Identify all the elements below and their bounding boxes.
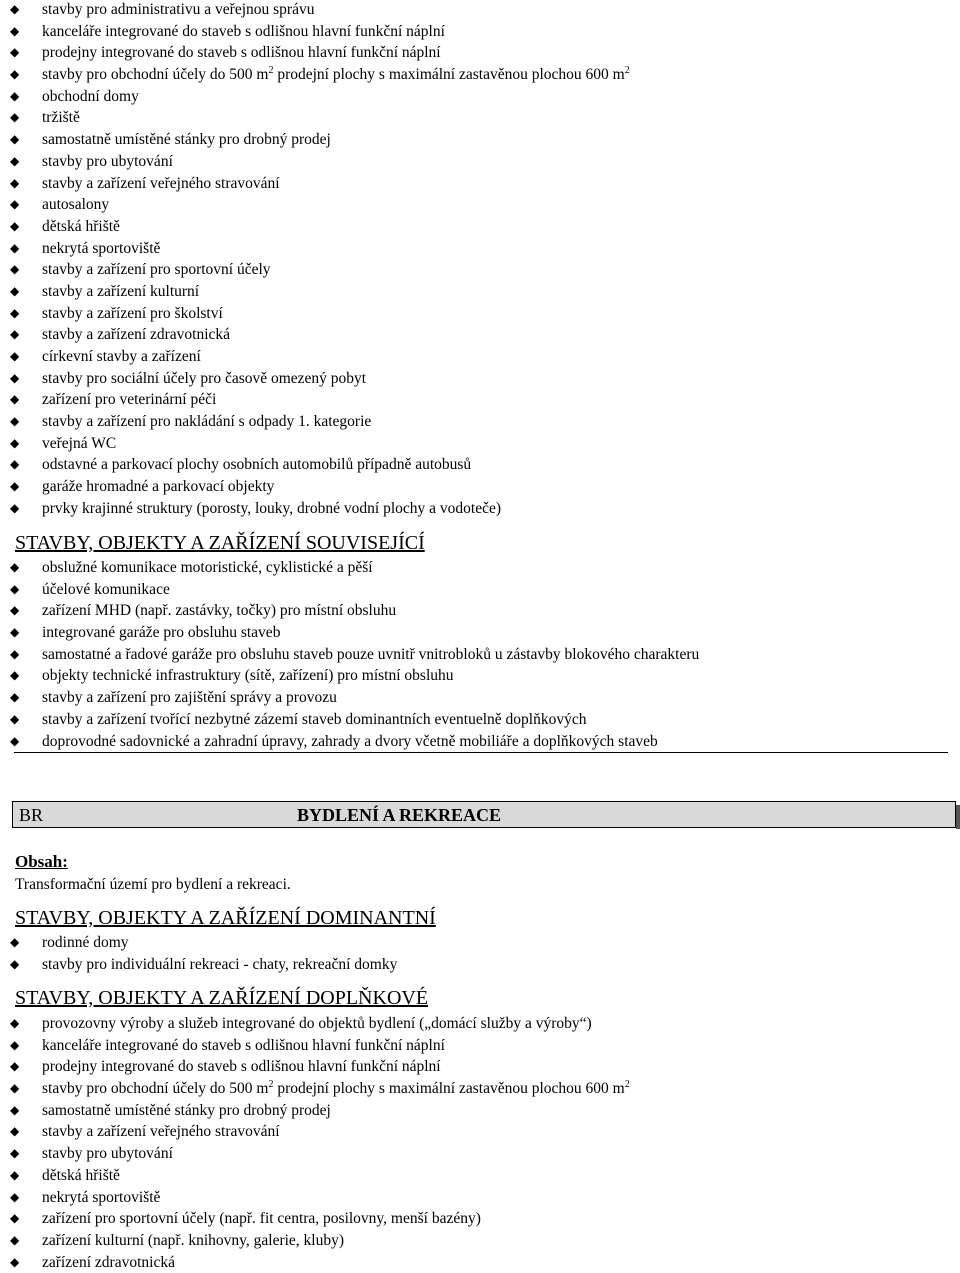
section-divider: [14, 752, 948, 753]
list-item: ◆ obchodní domy: [0, 86, 960, 108]
list-item-text: prodejní plochy s maximální zastavěnou plochou 600 m: [273, 1080, 625, 1098]
superscript: 2: [624, 65, 630, 77]
list-item: [0, 64, 960, 86]
list-item: ◆ stavby pro individuální rekreaci - chaty, rekreační domky: [0, 954, 960, 976]
heading-doplnkove: STAVBY, OBJEKTY A ZAŘÍZENÍ DOPLŇKOVÉ: [15, 987, 429, 1009]
list-item: ◆ prodejny integrované do staveb s odlišnou hlavní funkční náplní: [0, 1056, 960, 1078]
list-item: ◆ zařízení MHD (např. zastávky, točky) pro místní obsluhu: [0, 600, 960, 622]
list-item: ◆ stavby pro administrativu a veřejnou správu: [0, 0, 960, 21]
obsah-label: Obsah:: [15, 852, 68, 871]
list-item: ◆ samostatně umístěné stánky pro drobný prodej: [0, 1100, 960, 1122]
bullet-list-doplnkove: [0, 1013, 960, 1273]
list-item: ◆ samostatné a řadové garáže pro obsluhu staveb pouze uvnitř vnitrobloků u zástavby blokového charakteru: [0, 644, 960, 666]
list-item: ◆ kanceláře integrované do staveb s odlišnou hlavní funkční náplní: [0, 21, 960, 43]
list-item: ◆ zařízení kulturní (např. knihovny, galerie, kluby): [0, 1230, 960, 1252]
list-item: ◆ doprovodné sadovnické a zahradní úpravy, zahrady a dvory včetně mobiliáře a doplňkových staveb: [0, 731, 960, 753]
bullet-list-dominantni: [0, 932, 960, 975]
list-item: ◆ zařízení pro sportovní účely (např. fit centra, posilovny, menší bazény): [0, 1208, 960, 1230]
zone-header-box: [12, 801, 956, 828]
bullet-list-souvisejici: [0, 557, 960, 752]
list-item: ◆ zařízení zdravotnická: [0, 1252, 960, 1273]
list-item-text: stavby pro obchodní účely do 500 m: [42, 1080, 269, 1098]
list-item: ◆ dětská hřiště: [0, 1165, 960, 1187]
list-item: ◆ stavby pro sociální účely pro časově omezený pobyt: [0, 368, 960, 390]
list-item: ◆ veřejná WC: [0, 433, 960, 455]
list-item: ◆ stavby pro ubytování: [0, 151, 960, 173]
list-item: ◆ dětská hřiště: [0, 216, 960, 238]
list-item: ◆ stavby a zařízení veřejného stravování: [0, 1121, 960, 1143]
zone-code: BR: [19, 805, 44, 825]
list-item-text: prodejní plochy s maximální zastavěnou plochou 600 m: [273, 66, 625, 84]
list-item: ◆ zařízení pro veterinární péči: [0, 389, 960, 411]
list-item: ◆ stavby a zařízení zdravotnická: [0, 324, 960, 346]
list-item: ◆ stavby a zařízení pro nakládání s odpady 1. kategorie: [0, 411, 960, 433]
superscript: 2: [268, 1079, 274, 1091]
list-item: ◆ stavby a zařízení pro zajištění správy a provozu: [0, 687, 960, 709]
list-item: ◆ stavby a zařízení tvořící nezbytné zázemí staveb dominantních eventuelně doplňkových: [0, 709, 960, 731]
list-item-text: stavby pro obchodní účely do 500 m: [42, 66, 269, 84]
list-item: ◆ odstavné a parkovací plochy osobních automobilů případně autobusů: [0, 454, 960, 476]
list-item: ◆ kanceláře integrované do staveb s odlišnou hlavní funkční náplní: [0, 1035, 960, 1057]
list-item: ◆ integrované garáže pro obsluhu staveb: [0, 622, 960, 644]
list-item: ◆ autosalony: [0, 194, 960, 216]
superscript: 2: [268, 65, 274, 77]
list-item: ◆ prodejny integrované do staveb s odlišnou hlavní funkční náplní: [0, 42, 960, 64]
list-item: ◆ prvky krajinné struktury (porosty, louky, drobné vodní plochy a vodoteče): [0, 498, 960, 520]
list-item: ◆ nekrytá sportoviště: [0, 238, 960, 260]
list-item: ◆ účelové komunikace: [0, 579, 960, 601]
list-item: ◆ nekrytá sportoviště: [0, 1187, 960, 1209]
list-item: ◆ obslužné komunikace motoristické, cyklistické a pěší: [0, 557, 960, 579]
list-item: ◆ stavby a zařízení pro školství: [0, 303, 960, 325]
list-item: ◆ stavby a zařízení kulturní: [0, 281, 960, 303]
list-item: ◆ garáže hromadné a parkovací objekty: [0, 476, 960, 498]
list-item: ◆ církevní stavby a zařízení: [0, 346, 960, 368]
list-item: ◆ rodinné domy: [0, 932, 960, 954]
list-item: ◆ stavby pro ubytování: [0, 1143, 960, 1165]
bullet-list-top: [0, 0, 960, 520]
list-item: ◆ objekty technické infrastruktury (sítě, zařízení) pro místní obsluhu: [0, 665, 960, 687]
heading-dominantni: STAVBY, OBJEKTY A ZAŘÍZENÍ DOMINANTNÍ: [15, 907, 436, 929]
list-item: ◆ provozovny výroby a služeb integrované do objektů bydlení („domácí služby a výroby“): [0, 1013, 960, 1035]
zone-name: BYDLENÍ A REKREACE: [297, 805, 502, 825]
list-item: ◆ tržiště: [0, 107, 960, 129]
obsah-text: Transformační území pro bydlení a rekreaci.: [15, 876, 291, 893]
list-item: ◆ stavby a zařízení pro sportovní účely: [0, 259, 960, 281]
list-item: [0, 1078, 960, 1100]
heading-souvisejici: STAVBY, OBJEKTY A ZAŘÍZENÍ SOUVISEJÍCÍ: [15, 532, 425, 554]
list-item: ◆ samostatně umístěné stánky pro drobný prodej: [0, 129, 960, 151]
superscript: 2: [624, 1079, 630, 1091]
list-item: ◆ stavby a zařízení veřejného stravování: [0, 173, 960, 195]
